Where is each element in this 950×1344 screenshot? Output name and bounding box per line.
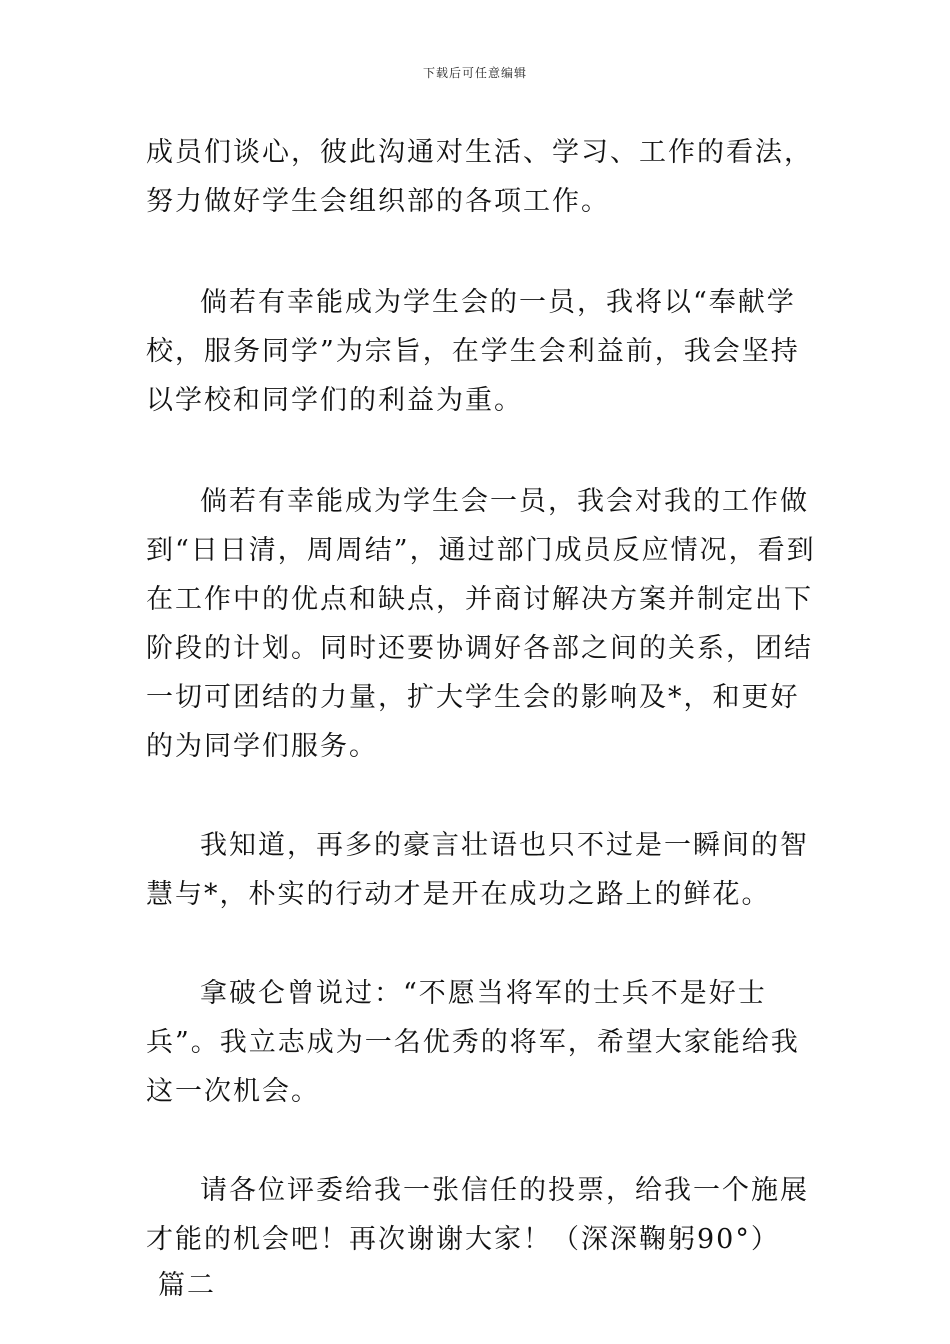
section-heading: 篇二	[158, 1270, 216, 1301]
header-note: 下载后可任意编辑	[422, 66, 527, 80]
paragraph-5: 拿破仑曾说过：“不愿当将军的士兵不是好士兵”。我立志成为一名优秀的将军，希望大家能给我这一次机会。	[146, 978, 800, 1107]
paragraph-6: 请各位评委给我一张信任的投票，给我一个施展才能的机会吧！再次谢谢大家！（深深鞠躬90°）	[146, 1175, 809, 1255]
paragraph-1: 成员们谈心，彼此沟通对生活、学习、工作的看法，努力做好学生会组织部的各项工作。	[146, 137, 813, 217]
document-body	[146, 128, 816, 1308]
paragraph-2: 倘若有幸能成为学生会的一员，我将以“奉献学校，服务同学”为宗旨，在学生会利益前，我会坚持以学校和同学们的利益为重。	[146, 287, 800, 416]
paragraph-4: 我知道，再多的豪言壮语也只不过是一瞬间的智慧与*，朴实的行动才是开在成功之路上的鲜花。	[146, 830, 809, 910]
paragraph-3: 倘若有幸能成为学生会一员，我会对我的工作做到“日日清，周周结”，通过部门成员反应情况，看到在工作中的优点和缺点，并商讨解决方案并制定出下阶段的计划。同时还要协调好各部之间的关系，团结一切可团结的力量，扩大学生会的影响及*，和更好的为同学们服务。	[146, 486, 816, 762]
